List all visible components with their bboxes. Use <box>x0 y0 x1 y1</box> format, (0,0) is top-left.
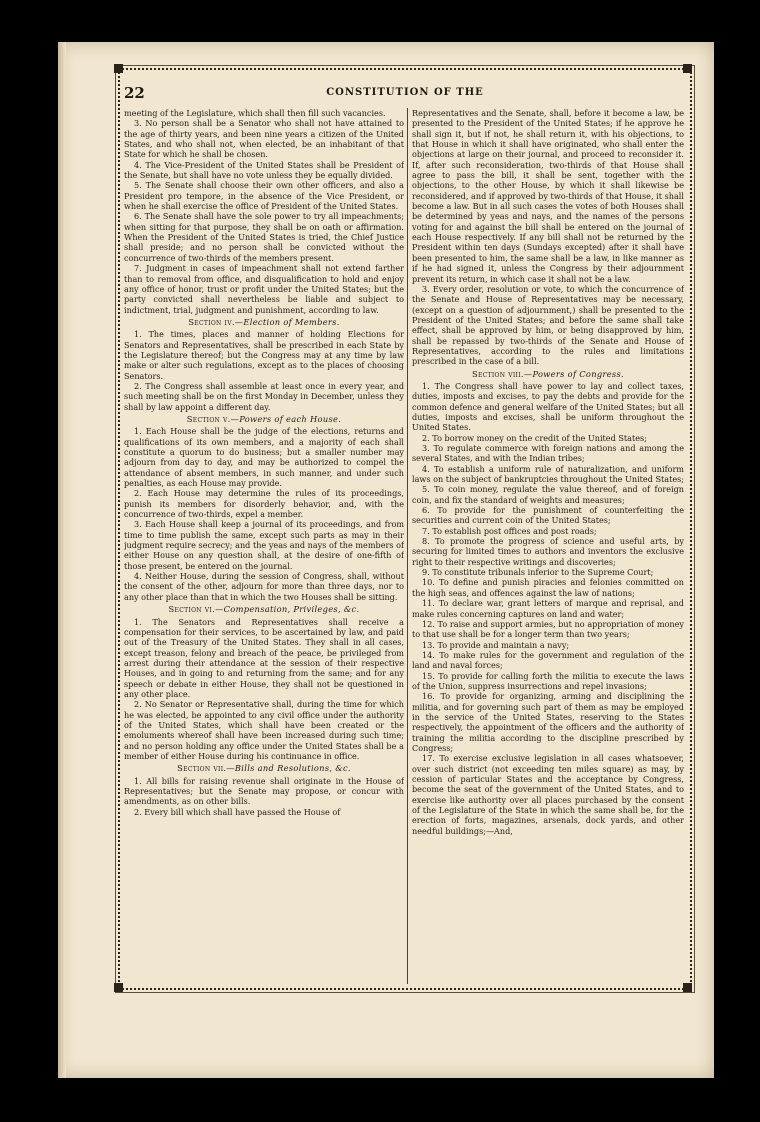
section-heading <box>124 317 404 327</box>
section-heading <box>412 369 684 379</box>
clause-paragraph: 11. To declare war, grant letters of marque and reprisal, and make rules concerning captures on land and water; <box>412 598 684 619</box>
clause-paragraph: 16. To provide for organizing, arming and disciplining the militia, and for governing such part of them as may be employed in the service of the United States, reserving to the States respectively, the appointment of the officers and the authority of training the militia according to the discipline prescribed by Congress; <box>412 691 684 753</box>
clause-paragraph: meeting of the Legislature, which shall then fill such vacancies. <box>124 108 386 118</box>
clause-paragraph: 3. To regulate commerce with foreign nations and among the several States, and with the Indian tribes; <box>412 443 684 464</box>
clause-paragraph: 2. No Senator or Representative shall, during the time for which he was elected, be appointed to any civil office under the authority of the United States, which shall have been created or the emoluments whereof shall have been increased during such time; and no person holding any office under the United States shall be a member of either House during his continuance in office. <box>124 699 404 761</box>
clause-paragraph: 13. To provide and maintain a navy; <box>422 639 570 650</box>
section-heading <box>124 414 404 424</box>
clause-paragraph: 5. To coin money, regulate the value thereof, and of foreign coin, and fix the standard of weights and measures; <box>412 484 684 505</box>
clause-paragraph: 12. To raise and support armies, but no appropriation of money to that use shall be for a longer term than two years; <box>412 618 684 640</box>
border-corner-ornament <box>683 983 692 992</box>
page-edge <box>58 42 66 1078</box>
section-title: Powers of each House. <box>239 413 342 424</box>
clause-paragraph: 1. Each House shall be the judge of the elections, returns and qualifications of its own members, and a majority of each shall constitute a quorum to do business; but a smaller number may adjourn from day to day, and may be authorized to compel the attendance of absent members, in such manner, and under such penalties, as each House may provide. <box>124 426 404 489</box>
border-corner-ornament <box>114 983 123 992</box>
right-text-column <box>412 108 684 984</box>
clause-paragraph: 5. The Senate shall choose their own other officers, and also a President pro tempore, in the absence of the Vice President, or when he shall exercise the office of President of the United States. <box>124 180 404 212</box>
clause-paragraph: 3. Each House shall keep a journal of its proceedings, and from time to time publish the same, except such parts as may in their judgment require secrecy; and the yeas and nays of the members of either House on any question shall, at the desire of one-fifth of those present, be entered on the journal. <box>124 519 404 571</box>
section-number: Section viii.— <box>472 368 533 379</box>
clause-paragraph: 7. To establish post offices and post roads; <box>422 525 597 536</box>
section-heading <box>124 604 404 614</box>
border-corner-ornament <box>683 64 692 73</box>
clause-paragraph: 7. Judgment in cases of impeachment shall not extend farther than to removal from office, and disqualification to hold and enjoy any office of honor, trust or profit under the United States; but the party convicted shall nevertheless be liable and subject to indictment, trial, judgment and punishment, according to law. <box>124 263 404 315</box>
clause-paragraph: 3. No person shall be a Senator who shall not have attained to the age of thirty years, and been nine years a citizen of the United States, and who shall not, when elected, be an inhabitant of that State for which he shall be chosen. <box>124 118 404 160</box>
clause-paragraph: 8. To promote the progress of science and useful arts, by securing for limited times to authors and inventors the exclusive right to their respective writings and discoveries; <box>412 536 684 567</box>
section-number: Section iv.— <box>188 316 244 327</box>
running-head: CONSTITUTION OF THE <box>326 87 484 98</box>
section-heading <box>124 763 404 773</box>
section-title: Election of Members. <box>243 316 340 327</box>
page-header <box>124 84 686 104</box>
clause-paragraph: 6. The Senate shall have the sole power to try all impeachments; when sitting for that purpose, they shall be on oath or affirmation. When the President of the United States is tried, the Chief Justice shall preside; and no person shall be convicted without the concurrence of two-thirds of the members present. <box>124 211 404 263</box>
clause-paragraph: 1. The times, places and manner of holding Elections for Senators and Representatives, shall be prescribed in each State by the Legislature thereof; but the Congress may at any time by law make or alter such regulations, except as to the places of choosing Senators. <box>124 329 404 381</box>
section-number: Section vi.— <box>168 604 224 615</box>
clause-paragraph: 3. Every order, resolution or vote, to which the concurrence of the Senate and House of Representatives may be necessary, (except on a question of adjournment,) shall be presented to the President of the United States; and before the same shall take effect, shall be approved by him, or being disapproved by him, shall be repassed by two-thirds of the Senate and House of Representatives, according to the rules and limitations prescribed in the case of a bill. <box>412 283 684 367</box>
border-corner-ornament <box>114 64 123 73</box>
clause-paragraph: Representatives and the Senate, shall, before it become a law, be presented to the President of the United States; if he approve he shall sign it, but if not, he shall return it, with his objections, to that House in which it shall have originated, who shall enter the objections at large on their journal, and proceed to reconsider it. If, after such reconsideration, two-thirds of that House shall agree to pass the bill, it shall be sent, together with the objections, to the other House, by which it shall likewise be reconsidered, and if approved by two-thirds of that House, it shall become a law. But in all such cases the votes of both Houses shall be determined by yeas and nays, and the names of the persons voting for and against the bill shall be entered on the journal of each House respectively. If any bill shall not be returned by the President within ten days (Sundays excepted) after it shall have been presented to him, the same shall be a law, in like manner as if he had signed it, unless the Congress by their adjournment prevent its return, in which case it shall not be a law. <box>412 108 684 284</box>
clause-paragraph: 1. The Senators and Representatives shall receive a compensation for their services, to be ascertained by law, and paid out of the Treasury of the United States. They shall in all cases, except treason, felony and breach of the peace, be privileged from arrest during their attendance at the session of their respective Houses, and in going to and returning from the same; and for any speech or debate in either House, they shall not be questioned in any other place. <box>124 616 404 699</box>
clause-paragraph: 4. Neither House, during the session of Congress, shall, without the consent of the other, adjourn for more than three days, nor to any other place than that in which the two Houses shall be sitting. <box>124 571 404 602</box>
clause-paragraph: 4. To establish a uniform rule of naturalization, and uniform laws on the subject of bankruptcies throughout the United States; <box>412 463 684 485</box>
clause-paragraph: 2. The Congress shall assemble at least once in every year, and such meeting shall be on the first Monday in December, unless they shall by law appoint a different day. <box>124 380 404 412</box>
clause-paragraph: 14. To make rules for the government and regulation of the land and naval forces; <box>412 649 684 671</box>
clause-paragraph: 1. The Congress shall have power to lay and collect taxes, duties, imposts and excises, to pay the debts and provide for the common defence and general welfare of the United States; but all duties, imposts and excises, shall be uniform throughout the United States. <box>412 380 684 433</box>
clause-paragraph: 10. To define and punish piracies and felonies committed on the high seas, and offences against the law of nations; <box>412 577 684 598</box>
section-number: Section vii.— <box>177 763 235 774</box>
page-number: 22 <box>124 84 145 102</box>
clause-paragraph: 4. The Vice-President of the United States shall be President of the Senate, but shall have no vote unless they be equally divided. <box>124 159 404 181</box>
clause-paragraph: 17. To exercise exclusive legislation in all cases whatsoever, over such district (not exceeding ten miles square) as may, by cession of particular States and the acceptance by Congress, become the seat of the government of the United States, and to exercise like authority over all places purchased by the consent of the Legislature of the State in which the same shall be, for the erection of forts, magazines, arsenals, dock yards, and other needful buildings;—And, <box>412 753 684 836</box>
clause-paragraph: 2. To borrow money on the credit of the United States; <box>422 432 647 443</box>
clause-paragraph: 2. Every bill which shall have passed the House of <box>134 806 341 817</box>
section-title: Powers of Congress. <box>532 368 624 379</box>
clause-paragraph: 2. Each House may determine the rules of its proceedings, punish its members for disorderly behavior, and, with the concurrence of two-thirds, expel a member. <box>124 488 404 520</box>
section-title: Bills and Resolutions, &c. <box>234 763 351 774</box>
left-text-column <box>124 108 404 984</box>
clause-paragraph: 1. All bills for raising revenue shall originate in the House of Representatives; but the Senate may propose, or concur with amendments, as on other bills. <box>124 775 404 807</box>
section-number: Section v.— <box>186 413 240 424</box>
clause-paragraph: 15. To provide for calling forth the militia to execute the laws of the Union, suppress insurrections and repel invasions; <box>412 670 684 691</box>
column-divider <box>407 108 408 984</box>
clause-paragraph: 6. To provide for the punishment of counterfeiting the securities and current coin of the United States; <box>412 505 684 526</box>
clause-paragraph: 9. To constitute tribunals inferior to the Supreme Court; <box>422 567 654 578</box>
section-title: Compensation, Privileges, &c. <box>223 604 360 615</box>
